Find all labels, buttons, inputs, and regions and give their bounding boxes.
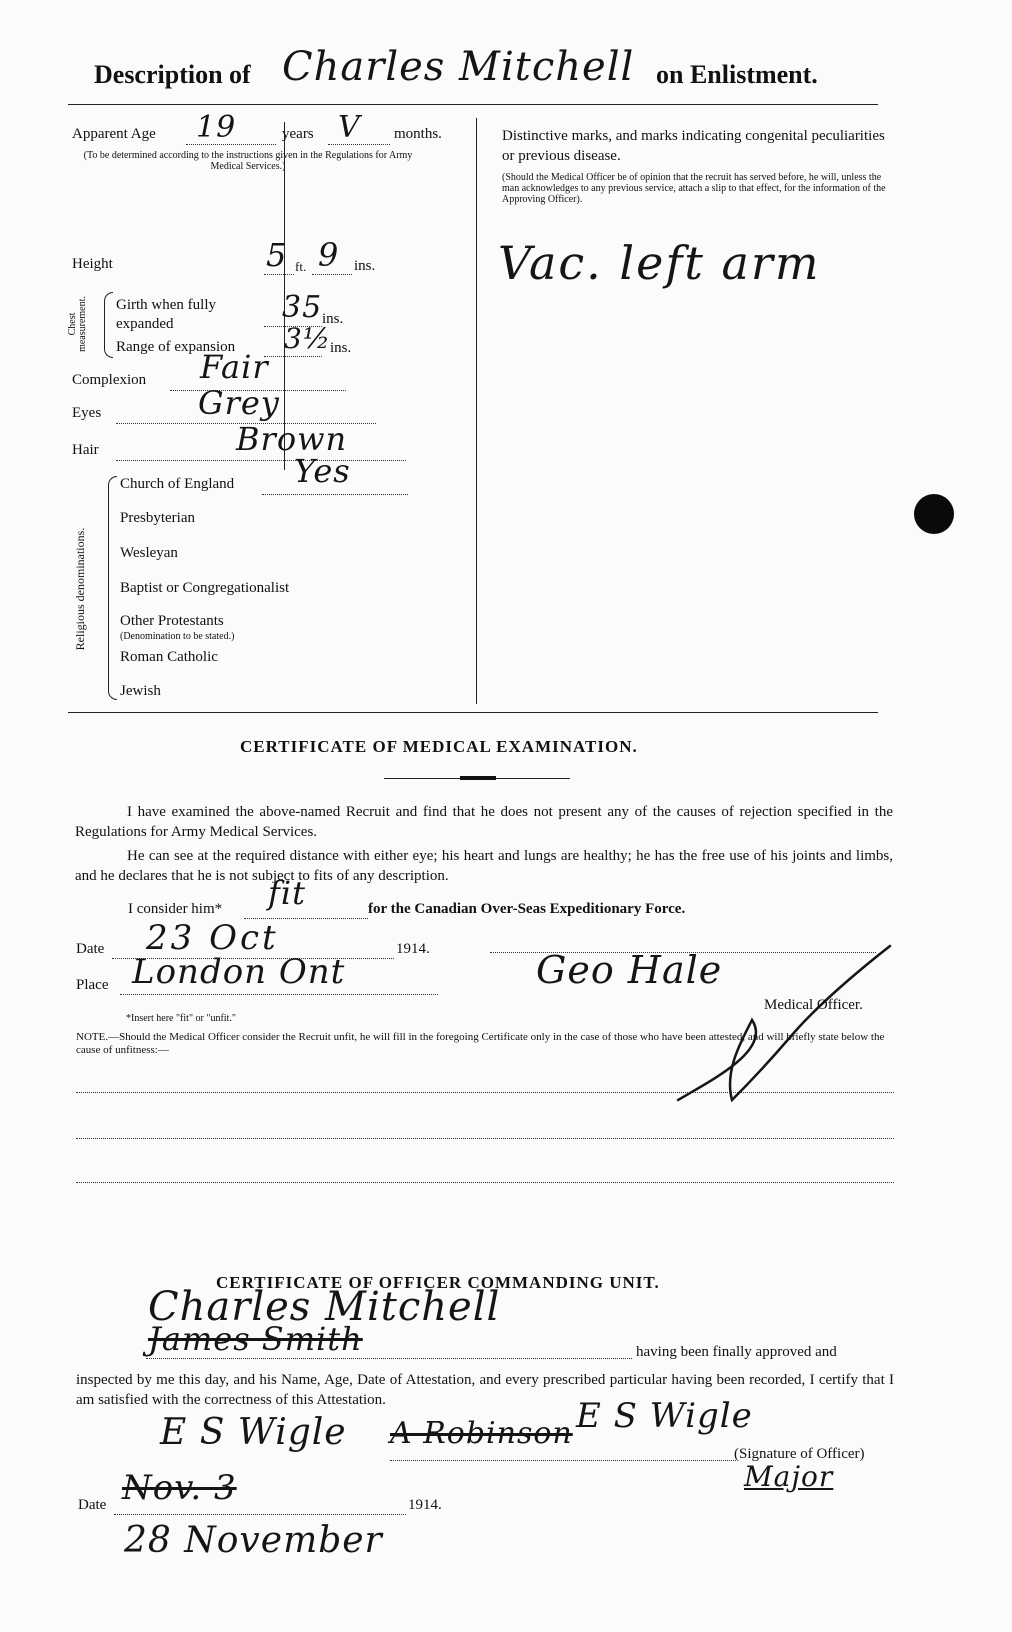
commanding-sig3: E S Wigle (576, 1396, 753, 1436)
eyes-label: Eyes (72, 405, 102, 421)
medical-date-year: 1914. (396, 941, 430, 957)
complexion-value: Fair (200, 348, 269, 386)
age-months-value: V (338, 110, 361, 145)
commanding-heading: CERTIFICATE OF OFFICER COMMANDING UNIT. (216, 1273, 660, 1292)
title-prefix: Description of (94, 60, 251, 89)
girth-label: Girth when fully expanded (116, 297, 216, 332)
signature-flourish (672, 940, 892, 1110)
height-label: Height (72, 256, 113, 272)
religion-roman-catholic: Roman Catholic (120, 649, 218, 665)
religion-coe-value: Yes (294, 452, 351, 490)
consider-prefix: I consider him* (128, 901, 223, 917)
unfit-line-1 (76, 1092, 894, 1093)
religion-presbyterian: Presbyterian (120, 510, 195, 526)
commanding-sig2: A Robinson (390, 1416, 573, 1451)
medical-date-value: 23 Oct (146, 918, 279, 958)
chest-label: Chest measurement. (67, 296, 88, 352)
age-years-value: 19 (196, 110, 237, 145)
medical-place-value: London Ont (132, 952, 346, 992)
commanding-date-struck: Nov. 3 (122, 1468, 237, 1508)
recruit-name: Charles Mitchell (282, 44, 635, 90)
ft-label: ft. (295, 259, 307, 274)
range-unit: ins. (330, 340, 352, 356)
commanding-date-value: 28 November (124, 1520, 383, 1561)
medical-para2: He can see at the required distance with either eye; his heart and lungs are healthy; he has the free use of his joints and limbs, and he declares that he is not subject to fits of any description. (75, 848, 893, 884)
religion-denomination-note: (Denomination to be stated.) (120, 631, 235, 642)
commanding-date-label: Date (78, 1497, 107, 1513)
form-title (94, 60, 251, 90)
girth-unit: ins. (322, 311, 344, 327)
medical-officer-label: Medical Officer. (764, 997, 863, 1013)
range-label: Range of expansion (116, 339, 236, 355)
approval-suffix: having been finally approved and (636, 1344, 837, 1360)
height-ins-label: ins. (354, 258, 376, 274)
religion-baptist: Baptist or Congregationalist (120, 580, 290, 596)
height-ft-line (264, 274, 294, 275)
column-divider (476, 118, 477, 704)
girth-value: 35 (282, 290, 323, 325)
religion-church-of-england: Church of England (120, 476, 235, 492)
medical-place-line (120, 994, 438, 995)
height-ins-line (312, 274, 352, 275)
complexion-label: Complexion (72, 372, 147, 388)
eyes-value: Grey (198, 384, 280, 422)
hair-value: Brown (236, 420, 348, 458)
unfit-line-2 (76, 1138, 894, 1139)
medical-heading: CERTIFICATE OF MEDICAL EXAMINATION. (240, 737, 638, 756)
years-label: years (282, 126, 314, 142)
religion-other-protestants: Other Protestants (120, 613, 224, 629)
medical-place-label: Place (76, 977, 109, 993)
medical-para1: I have examined the above-named Recruit and find that he does not present any of the causes of rejection specified in the Regulations for Army Medical Services. (75, 804, 893, 840)
marks-value: Vac. left arm (498, 236, 821, 290)
range-value: 3½ (284, 322, 331, 355)
fit-value: fit (268, 874, 306, 912)
header-rule (68, 104, 878, 105)
coe-line (262, 494, 408, 495)
commanding-sig-label: (Signature of Officer) (734, 1446, 865, 1462)
religion-wesleyan: Wesleyan (120, 545, 178, 561)
apparent-age-label: Apparent Age (72, 126, 156, 142)
age-note: (To be determined according to the instructions given in the Regulations for Army Medical Services.) (83, 150, 413, 172)
medical-date-label: Date (76, 941, 105, 957)
commanding-date-line (114, 1514, 406, 1515)
hair-line (116, 460, 406, 461)
unfit-note: NOTE.—Should the Medical Officer consider the Recruit unfit, he will fill in the foregoing Certificate only in the case of those who have been attested, and will briefly state below the cause of unfitness:— (76, 1031, 885, 1056)
religion-jewish: Jewish (120, 683, 161, 699)
commanding-struck-name: James Smith (148, 1320, 363, 1358)
commanding-name-value: Charles Mitchell (148, 1284, 501, 1330)
months-label: months. (394, 126, 442, 142)
chest-brace (104, 292, 113, 358)
binder-hole (914, 494, 954, 534)
consider-suffix: for the Canadian Over-Seas Expeditionary Force. (368, 901, 686, 917)
commanding-rank: Major (744, 1460, 834, 1493)
commanding-date-year: 1914. (408, 1497, 442, 1513)
medical-heading-rule-thick (460, 776, 496, 780)
medical-signature: Geo Hale (536, 948, 723, 992)
hair-label: Hair (72, 442, 99, 458)
height-ins-value: 9 (318, 236, 340, 274)
religion-brace (108, 476, 117, 700)
unfit-line-3 (76, 1182, 894, 1183)
height-ft-value: 5 (266, 236, 288, 274)
title-suffix: on Enlistment. (656, 60, 818, 89)
range-line (264, 356, 322, 357)
religion-label: Religious denominations. (73, 527, 87, 651)
commanding-sig1: E S Wigle (160, 1412, 347, 1453)
insert-note: *Insert here "fit" or "unfit." (126, 1013, 236, 1024)
commanding-name-line (146, 1358, 632, 1359)
marks-heading: Distinctive marks, and marks indicating congenital peculiarities or previous disease. (502, 128, 885, 164)
marks-note: (Should the Medical Officer be of opinion that the recruit has served before, he will, unless the man acknowledges to any previous service, attach a slip to that effect, for the information of the Approving Officer). (502, 172, 886, 205)
commanding-para: inspected by me this day, and his Name, Age, Date of Attestation, and every prescribed particular having been recorded, I certify that I am satisfied with the correctness of this Attestation. (76, 1372, 894, 1408)
commanding-sig-line (390, 1460, 736, 1461)
section-rule (68, 712, 878, 713)
